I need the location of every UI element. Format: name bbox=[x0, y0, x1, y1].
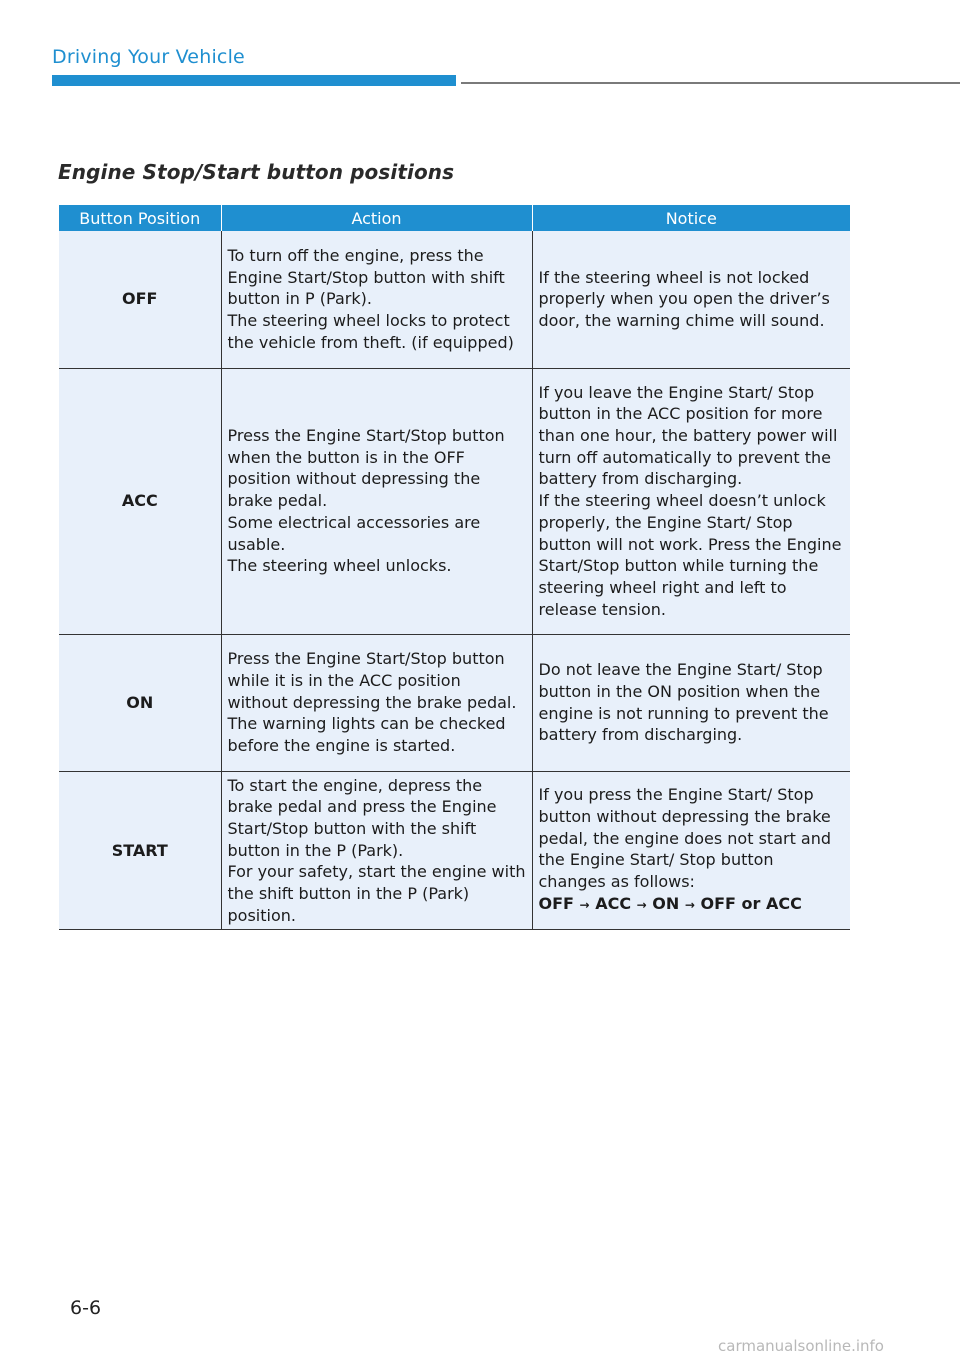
sequence-step: ON bbox=[652, 893, 680, 913]
table-row bbox=[59, 231, 850, 368]
sequence-step: OFF bbox=[538, 893, 574, 913]
table-row bbox=[59, 771, 850, 930]
table-row bbox=[59, 634, 850, 771]
page-number: 6-6 bbox=[70, 1297, 102, 1319]
position-cell: OFF bbox=[59, 231, 221, 368]
action-text: Press the Engine Start/Stop button while it is in the ACC position without depressing the brake pedal. bbox=[227, 649, 517, 712]
notice-text: If the steering wheel doesn’t unlock properly, the Engine Start/ Stop button will not work. Press the Engine Start/Stop button while turning the steering wheel right and left to release tension. bbox=[538, 491, 842, 619]
action-cell bbox=[221, 634, 532, 771]
table-row bbox=[59, 368, 850, 634]
action-cell bbox=[221, 368, 532, 634]
notice-cell bbox=[532, 231, 850, 368]
position-sequence bbox=[539, 893, 845, 917]
action-text: For your safety, start the engine with the shift button in the P (Park) position. bbox=[227, 862, 526, 925]
header-rule-thin bbox=[461, 82, 960, 84]
action-cell bbox=[221, 771, 532, 930]
action-text: Press the Engine Start/Stop button when the button is in the OFF position without depressing the brake pedal. bbox=[227, 426, 505, 511]
watermark: carmanualsonline.info bbox=[718, 1337, 884, 1355]
arrow-right-icon: → bbox=[579, 897, 590, 912]
action-text: The steering wheel locks to protect the vehicle from theft. (if equipped) bbox=[227, 311, 514, 352]
notice-text: Do not leave the Engine Start/ Stop button in the ON position when the engine is not running to prevent the battery from discharging. bbox=[538, 660, 829, 745]
notice-cell bbox=[532, 634, 850, 771]
notice-text: If the steering wheel is not locked properly when you open the driver’s door, the warning chime will sound. bbox=[538, 267, 830, 331]
action-text: The steering wheel unlocks. bbox=[227, 556, 452, 576]
notice-cell bbox=[532, 771, 850, 930]
position-cell: ACC bbox=[59, 368, 221, 634]
table-header-row bbox=[59, 205, 850, 231]
notice-text: If you leave the Engine Start/ Stop button in the ACC position for more than one hour, the battery power will turn off automatically to prevent the battery from discharging. bbox=[538, 382, 838, 489]
column-header-notice: Notice bbox=[532, 205, 850, 231]
section-title: Engine Stop/Start button positions bbox=[58, 160, 455, 184]
arrow-right-icon: → bbox=[636, 897, 647, 912]
column-header-action: Action bbox=[221, 205, 532, 231]
notice-cell bbox=[532, 368, 850, 634]
action-cell bbox=[221, 231, 532, 368]
button-positions-table bbox=[59, 205, 850, 930]
action-text: Some electrical accessories are usable. bbox=[227, 512, 481, 554]
sequence-step: ACC bbox=[595, 893, 632, 913]
column-header-position: Button Position bbox=[59, 205, 221, 231]
action-text: To start the engine, depress the brake pedal and press the Engine Start/Stop button with the shift button in the P (Park). bbox=[227, 775, 497, 860]
arrow-right-icon: → bbox=[684, 897, 695, 912]
header-rule-accent bbox=[52, 75, 456, 86]
position-cell: START bbox=[59, 771, 221, 930]
notice-text: If you press the Engine Start/ Stop button without depressing the brake pedal, the engine does not start and the Engine Start/ Stop button changes as follows: bbox=[538, 785, 832, 892]
sequence-step: OFF or ACC bbox=[700, 893, 802, 913]
action-text: To turn off the engine, press the Engine Start/Stop button with shift button in P (Park). bbox=[227, 245, 505, 309]
action-text: The warning lights can be checked before the engine is started. bbox=[227, 714, 506, 756]
position-cell: ON bbox=[59, 634, 221, 771]
running-head: Driving Your Vehicle bbox=[52, 46, 245, 68]
